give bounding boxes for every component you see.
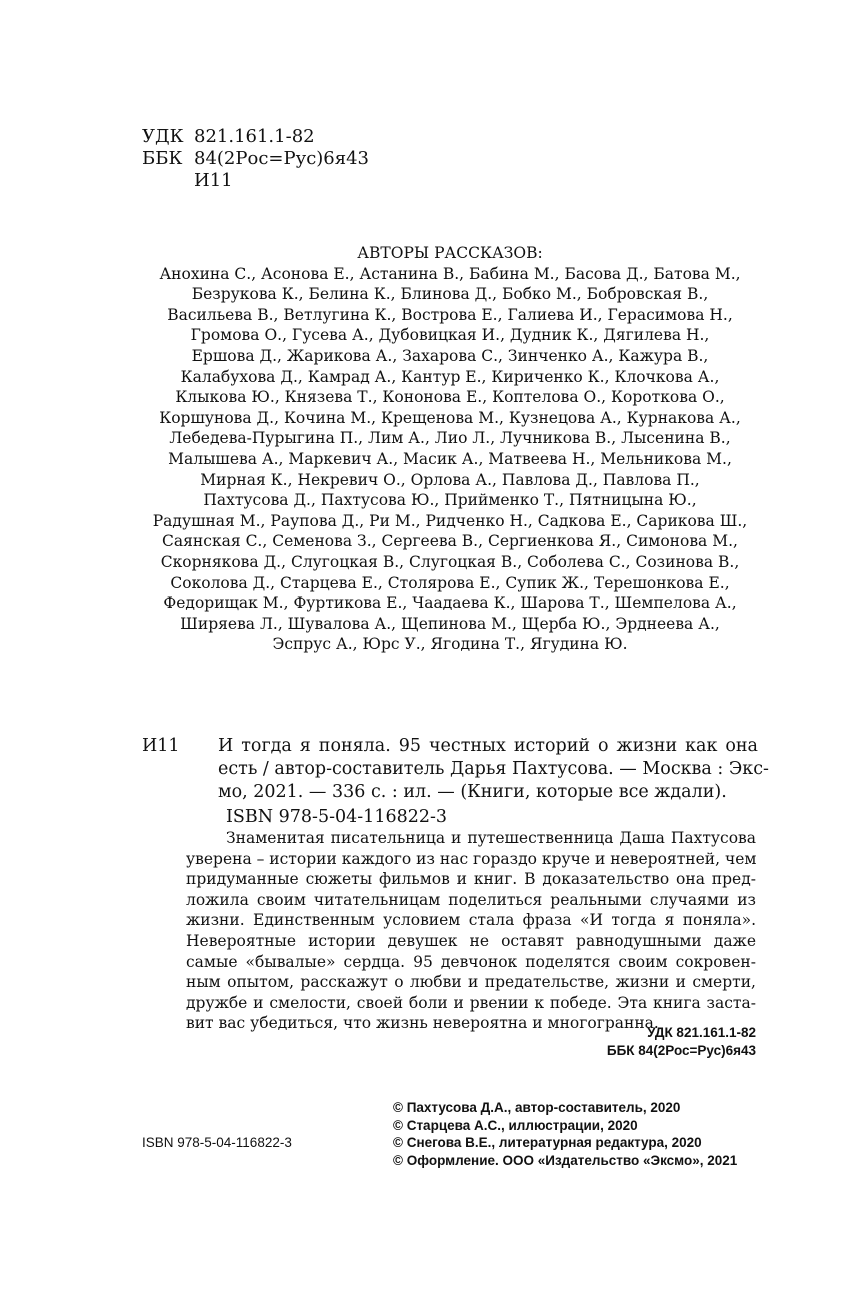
authors-line: Васильева В., Ветлугина К., Вострова Е., Галиева И., Герасимова Н., bbox=[167, 305, 733, 324]
authors-line: Безрукова К., Белина К., Блинова Д., Бобко М., Бобровская В., bbox=[191, 285, 709, 304]
annotation-line: вит вас убедиться, что жизнь невероятна и многогранна. bbox=[186, 1014, 659, 1033]
authors-heading: АВТОРЫ РАССКАЗОВ: bbox=[357, 244, 543, 262]
bbk-value: 84(2Рос=Рус)6я43 bbox=[194, 148, 370, 169]
authors-line: Пахтусова Д., Пахтусова Ю., Прийменко Т., Пятницына Ю., bbox=[203, 491, 697, 510]
authors-line: Эспрус А., Юрс У., Ягодина Т., Ягудина Ю. bbox=[272, 635, 628, 654]
bbk-row bbox=[142, 148, 369, 170]
annotation-line: Невероятные истории девушек не оставят равнодушными даже bbox=[186, 931, 756, 950]
copyright-line: © Оформление. ООО «Издательство «Эксмо», 2021 bbox=[393, 1153, 738, 1169]
annotation-line: придуманные сюжеты фильмов и книг. В доказательство она пред- bbox=[186, 870, 756, 889]
record-isbn: ISBN 978-5-04-116822-3 bbox=[226, 807, 448, 827]
record-line bbox=[218, 735, 758, 758]
annotation-line: ным опытом, расскажут о любви и предательстве, жизни и смерти, bbox=[186, 973, 756, 992]
authors-line: Клыкова Ю., Князева Т., Кононова Е., Коптелова О., Короткова О., bbox=[175, 388, 725, 407]
authors-block bbox=[100, 243, 800, 655]
author-sign: И11 bbox=[194, 170, 233, 191]
authors-line: Малышева А., Маркевич А., Масик А., Матвеева Н., Мельникова М., bbox=[168, 449, 732, 468]
authors-line: Соколова Д., Старцева Е., Столярова Е., Супик Ж., Терешонкова Е., bbox=[170, 573, 730, 592]
record-line: есть / автор-составитель Дарья Пахтусова. — Москва : Экс- bbox=[218, 759, 769, 779]
udk-row bbox=[142, 126, 369, 148]
authors-line: Саянская С., Семенова З., Сергеева В., Сергиенкова Я., Симонова М., bbox=[162, 532, 738, 551]
annotation-line: Знаменитая писательница и путешественница Даша Пахтусова bbox=[226, 829, 756, 847]
authors-line: Лебедева-Пурыгина П., Лим А., Лио Л., Лучникова В., Лысенина В., bbox=[169, 429, 731, 448]
annotation-line: самые «бывалые» сердца. 95 девчонок поделятся своим сокровен- bbox=[186, 952, 756, 971]
udk-label: УДК bbox=[142, 126, 184, 147]
bbk-bold: ББК 84(2Рос=Рус)6я43 bbox=[606, 1043, 756, 1058]
authors-line: Федорищак М., Фуртикова Е., Чаадаева К., Шарова Т., Шемпелова А., bbox=[163, 594, 737, 613]
book-title: И тогда я поняла bbox=[218, 736, 386, 756]
annotation-line: ложила своим читательницам поделиться реальными случаями из bbox=[186, 890, 756, 909]
authors-line: Анохина С., Асонова Е., Астанина В., Бабина М., Басова Д., Батова М., bbox=[159, 264, 741, 283]
annotation bbox=[186, 828, 756, 1034]
record-line-rest: . 95 честных историй о жизни как она bbox=[385, 736, 758, 756]
udk-value: 821.161.1-82 bbox=[194, 126, 315, 147]
copyright-block bbox=[393, 1099, 737, 1170]
classification-codes-bold bbox=[560, 1024, 756, 1060]
bbk-label: ББК bbox=[142, 148, 183, 169]
copyright-line: © Снегова В.Е., литературная редактура, 2020 bbox=[393, 1135, 702, 1151]
authors-line: Коршунова Д., Кочина М., Крещенова М., Кузнецова А., Курнакова А., bbox=[159, 408, 741, 427]
udk-bold: УДК 821.161.1-82 bbox=[647, 1025, 756, 1040]
isbn: ISBN 978-5-04-116822-3 bbox=[142, 1135, 292, 1150]
authors-line: Ширяева Л., Шувалова А., Щепинова М., Щерба Ю., Эрднеева А., bbox=[180, 614, 720, 633]
record-cipher: И11 bbox=[142, 736, 180, 756]
authors-line: Радушная М., Раупова Д., Ри М., Ридченко Н., Садкова Е., Сарикова Ш., bbox=[152, 511, 748, 530]
annotation-line: уверена – истории каждого из нас гораздо круче и невероятней, чем bbox=[186, 849, 757, 868]
authors-line: Калабухова Д., Камрад А., Кантур Е., Кириченко К., Клочкова А., bbox=[180, 367, 720, 386]
annotation-line: жизни. Единственным условием стала фраза «И тогда я поняла». bbox=[186, 911, 756, 930]
authors-line: Мирная К., Некревич О., Орлова А., Павлова Д., Павлова П., bbox=[200, 470, 700, 489]
annotation-line: дружбе и смелости, своей боли и рвении к победе. Эта книга заста- bbox=[186, 993, 756, 1012]
record-description bbox=[218, 735, 769, 804]
authors-line: Скорнякова Д., Слугоцкая В., Слугоцкая В., Соболева С., Созинова В., bbox=[160, 552, 740, 571]
record-line: мо, 2021. — 336 с. : ил. — (Книги, которые все ждали). bbox=[218, 782, 727, 802]
authors-line: Ершова Д., Жарикова А., Захарова С., Зинченко А., Кажура В., bbox=[191, 346, 709, 365]
copyright-line: © Пахтусова Д.А., автор-составитель, 2020 bbox=[393, 1100, 681, 1115]
author-sign-row bbox=[142, 170, 369, 192]
classification-codes bbox=[142, 126, 369, 192]
authors-line: Громова О., Гусева А., Дубовицкая И., Дудник К., Дягилева Н., bbox=[190, 326, 710, 345]
copyright-line: © Старцева А.С., иллюстрации, 2020 bbox=[393, 1117, 638, 1133]
